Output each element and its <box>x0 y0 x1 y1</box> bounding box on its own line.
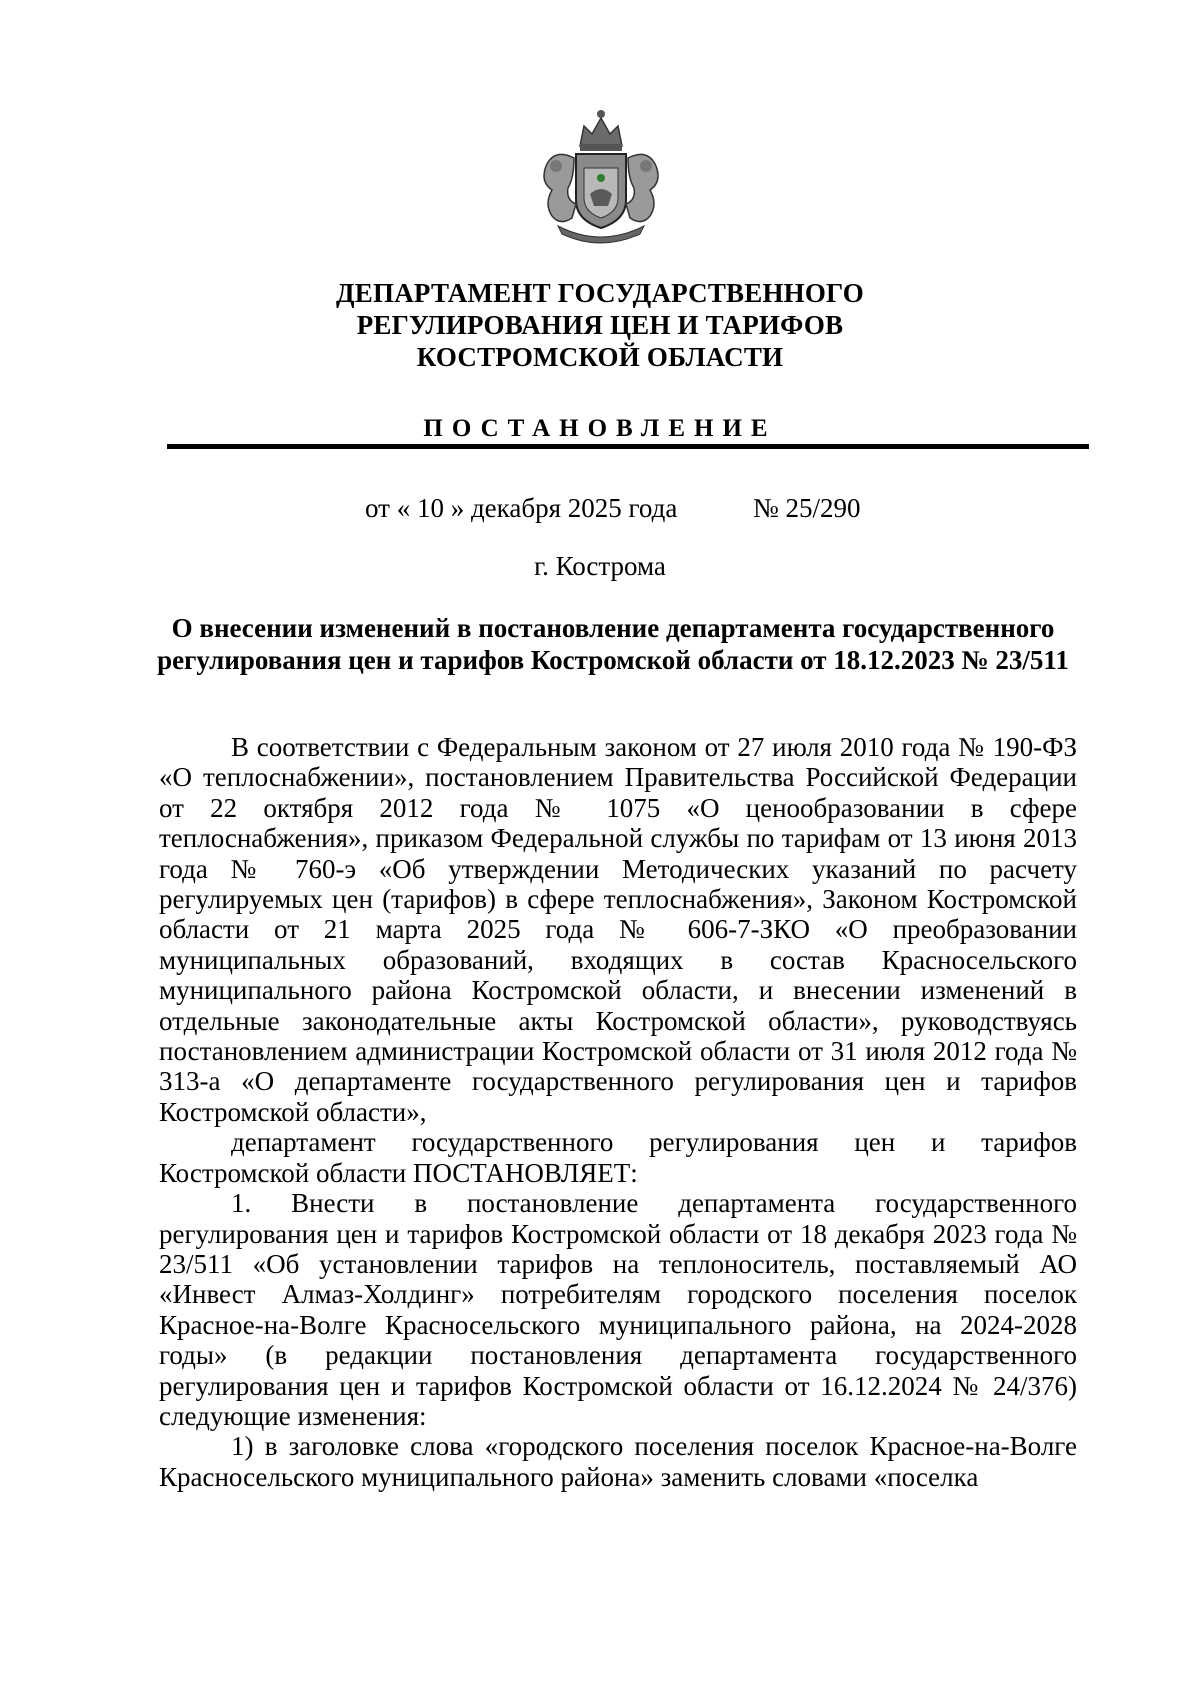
header-divider <box>167 444 1089 449</box>
department-title-line-3: КОСТРОМСКОЙ ОБЛАСТИ <box>416 342 784 372</box>
body-paragraph-preamble: В соответствии с Федеральным законом от 27 июля 2010 года № 190-ФЗ «О теплоснабжении», постановлением Правительства Российской Федерации от 22 октября 2012 года № 1075 «О ценообразовании в сфере теплоснабжения», приказом Федеральной службы по тарифам от 13 июня 2013 года № 760-э «Об утверждении Методических указаний по расчету регулируемых цен (тарифов) в сфере теплоснабжения», Законом Костромской области от 21 марта 2025 года № 606-7-ЗКО «О преобразовании муниципальных образований, входящих в состав Красносельского муниципального района Костромской области, и внесении изменений в отдельные законодательные акты Костромской области», руководствуясь постановлением администрации Костромской области от 31 июля 2012 года № 313-а «О департаменте государственного регулирования цен и тарифов Костромской области», <box>159 732 1077 1127</box>
document-type-heading: ПОСТАНОВЛЕНИЕ <box>423 415 777 442</box>
coat-of-arms-icon <box>536 108 666 248</box>
department-title-line-1: ДЕПАРТАМЕНТ ГОСУДАРСТВЕННОГО <box>336 278 864 308</box>
subject-line-2: регулирования цен и тарифов Костромской области от 18.12.2023 № 23/511 <box>157 645 1069 675</box>
document-number: № 25/290 <box>753 493 861 523</box>
document-subject <box>150 612 1076 676</box>
body-paragraph-item-1: 1. Внести в постановление департамента государственного регулирования цен и тарифов Костромской области от 18 декабря 2023 года № 23/511 «Об установлении тарифов на теплоноситель, поставляемый АО «Инвест Алмаз-Холдинг» потребителям городского поселения поселок Красное-на-Волге Красносельского муниципального района, на 2024-2028 годы» (в редакции постановления департамента государственного регулирования цен и тарифов Костромской области от 16.12.2024 № 24/376) следующие изменения: <box>159 1188 1077 1431</box>
subject-line-1: О внесении изменений в постановление департамента государственного <box>171 613 1055 643</box>
department-title-line-2: РЕГУЛИРОВАНИЯ ЦЕН И ТАРИФОВ <box>356 310 844 340</box>
document-date: от « 10 » декабря 2025 года <box>365 493 678 523</box>
document-body <box>159 732 1077 1492</box>
body-paragraph-subitem-1: 1) в заголовке слова «городского поселения поселок Красное-на-Волге Красносельского муниципального района» заменить словами «поселка <box>159 1431 1077 1492</box>
document-city: г. Кострома <box>534 551 666 581</box>
body-paragraph-resolves: департамент государственного регулирования цен и тарифов Костромской области ПОСТАНОВЛЯЕТ: <box>159 1127 1077 1188</box>
department-title <box>0 277 1200 373</box>
